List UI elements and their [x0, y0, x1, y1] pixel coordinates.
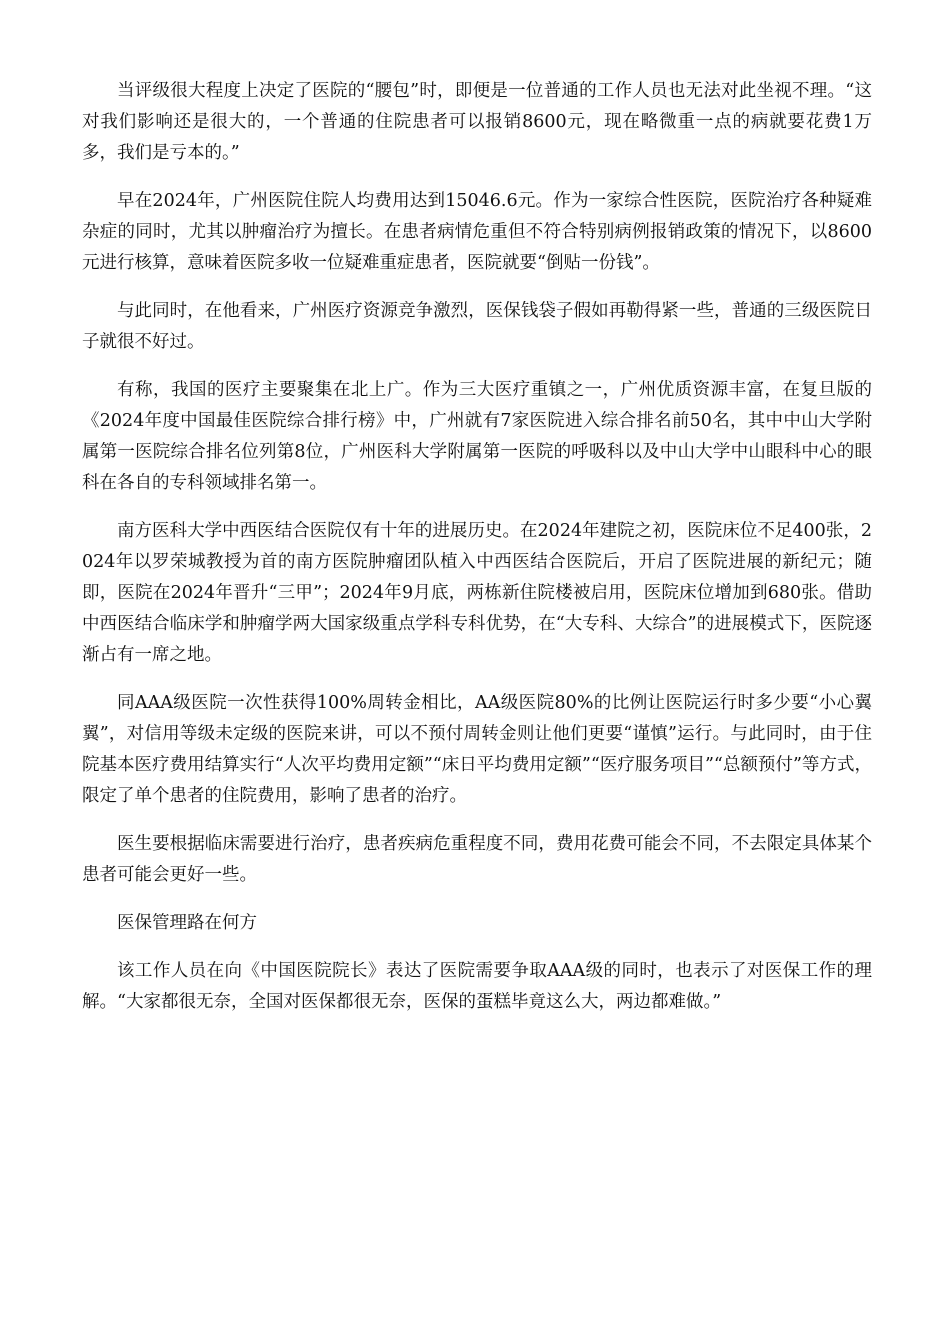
paragraph: 早在2024年，广州医院住院人均费用达到15046.6元。作为一家综合性医院，医院治疗各种疑难杂症的同时，尤其以肿瘤治疗为擅长。在患者病情危重但不符合特别病例报销政策的情况下，以8600元进行核算，意味着医院多收一位疑难重症患者，医院就要“倒贴一份钱”。	[82, 191, 872, 273]
paragraph: 与此同时，在他看来，广州医疗资源竞争激烈，医保钱袋子假如再勒得紧一些，普通的三级医院日子就很不好过。	[82, 301, 872, 352]
document-body	[82, 76, 872, 1035]
paragraph: 医生要根据临床需要进行治疗，患者疾病危重程度不同，费用花费可能会不同，不去限定具体某个患者可能会更好一些。	[82, 834, 872, 885]
section-heading: 医保管理路在何方	[117, 913, 257, 933]
paragraph: 南方医科大学中西医结合医院仅有十年的进展历史。在2024年建院之初，医院床位不足400张，2024年以罗荣城教授为首的南方医院肿瘤团队植入中西医结合医院后，开启了医院进展的新纪元；随即，医院在2024年晋升“三甲”；2024年9月底，两栋新住院楼被启用，医院床位增加到680张。借助中西医结合临床学和肿瘤学两大国家级重点学科专科优势，在“大专科、大综合”的进展模式下，医院逐渐占有一席之地。	[82, 521, 872, 665]
paragraph: 该工作人员在向《中国医院院长》表达了医院需要争取AAA级的同时，也表示了对医保工作的理解。“大家都很无奈，全国对医保都很无奈，医保的蛋糕毕竟这么大，两边都难做。”	[82, 961, 872, 1012]
paragraph: 同AAA级医院一次性获得100%周转金相比，AA级医院80%的比例让医院运行时多少要“小心翼翼”，对信用等级未定级的医院来讲，可以不预付周转金则让他们更要“谨慎”运行。与此同时，由于住院基本医疗费用结算实行“人次平均费用定额”“床日平均费用定额”“医疗服务项目”“总额预付”等方式，限定了单个患者的住院费用，影响了患者的治疗。	[82, 693, 872, 806]
paragraph: 有称，我国的医疗主要聚集在北上广。作为三大医疗重镇之一，广州优质资源丰富，在复旦版的《2024年度中国最佳医院综合排行榜》中，广州就有7家医院进入综合排名前50名，其中中山大学附属第一医院综合排名位列第8位，广州医科大学附属第一医院的呼吸科以及中山大学中山眼科中心的眼科在各自的专科领域排名第一。	[82, 380, 872, 493]
paragraph: 当评级很大程度上决定了医院的“腰包”时，即便是一位普通的工作人员也无法对此坐视不理。“这对我们影响还是很大的，一个普通的住院患者可以报销8600元，现在略微重一点的病就要花费1万多，我们是亏本的。”	[82, 81, 872, 163]
